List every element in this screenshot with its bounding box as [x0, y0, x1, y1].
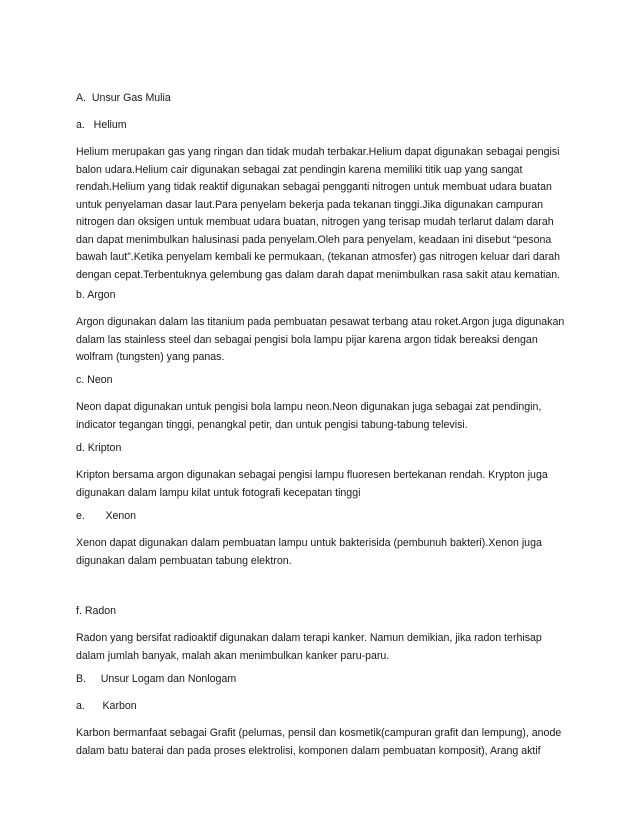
karbon-heading: a. Karbon — [76, 700, 137, 712]
section-a-title: A. Unsur Gas Mulia — [76, 92, 171, 104]
paragraph-line: untuk penyelaman dasar laut.Para penyelam bekerja pada tekanan tinggi.Jika digunakan campuran — [76, 198, 544, 211]
kripton-heading: d. Kripton — [76, 442, 122, 454]
paragraph-line: indicator tegangan tinggi, penangkal petir, dan untuk pengisi tabung-tabung televisi. — [76, 418, 468, 431]
paragraph-line: Kripton bersama argon digunakan sebagai pengisi lampu fluoresen bertekanan rendah. Krypton juga — [76, 469, 548, 481]
helium-paragraph — [76, 144, 570, 284]
paragraph-line: dalam jumlah banyak, malah akan menimbulkan kanker paru-paru. — [76, 649, 390, 662]
paragraph-line: Neon dapat digunakan untuk pengisi bola lampu neon.Neon digunakan juga sebagai zat pendingin, — [76, 401, 542, 413]
paragraph-line: bawah laut”.Ketika penyelam kembali ke permukaan, (tekanan atmosfer) gas nitrogen keluar dari darah — [76, 251, 561, 263]
radon-heading: f. Radon — [76, 605, 117, 617]
paragraph-line: nitrogen dan oksigen untuk membuat udara buatan, nitrogen yang terisap mudah terlarut dalam darah — [76, 216, 554, 228]
radon-paragraph — [76, 630, 570, 665]
paragraph-line: Karbon bermanfaat sebagai Grafit (pelumas, pensil dan kosmetik(campuran grafit dan lempung), anode — [76, 727, 562, 739]
karbon-paragraph — [76, 725, 570, 760]
xenon-heading: e. Xenon — [76, 510, 137, 522]
paragraph-line: Xenon dapat digunakan dalam pembuatan lampu untuk bakterisida (pembunuh bakteri).Xenon juga — [76, 537, 542, 549]
paragraph-line: Argon digunakan dalam las titanium pada pembuatan pesawat terbang atau roket.Argon juga digunakan — [76, 316, 565, 328]
kripton-paragraph — [76, 467, 570, 502]
paragraph-line: dengan cepat.Terbentuknya gelembung gas dalam darah dapat menimbulkan rasa sakit atau kematian. — [76, 268, 561, 281]
neon-heading: c. Neon — [76, 374, 113, 386]
argon-paragraph — [76, 314, 570, 367]
neon-paragraph — [76, 399, 570, 434]
paragraph-line: balon udara.Helium cair digunakan sebagai zat pendingin karena memiliki titik uap yang sangat — [76, 163, 523, 176]
paragraph-line: digunakan dalam pembuatan tabung elektron. — [76, 554, 292, 567]
paragraph-line: dan dapat menimbulkan halusinasi pada penyelam.Oleh para penyelam, keadaan ini disebut “pesona — [76, 233, 552, 246]
paragraph-line: dalam las stainless steel dan sebagai pengisi bola lampu pijar karena argon tidak bereaksi dengan — [76, 333, 538, 346]
argon-heading: b. Argon — [76, 289, 116, 301]
paragraph-line: wolfram (tungsten) yang panas. — [76, 351, 225, 363]
xenon-paragraph — [76, 535, 570, 570]
paragraph-line: digunakan dalam lampu kilat untuk fotografi kecepatan tinggi — [76, 486, 361, 499]
section-b-title: B. Unsur Logam dan Nonlogam — [76, 673, 237, 685]
paragraph-line: dalam batu baterai dan pada proses elektrolisi, komponen dalam pembuatan komposit), Arang aktif — [76, 744, 541, 757]
paragraph-line: Radon yang bersifat radioaktif digunakan dalam terapi kanker. Namun demikian, jika radon terhisap — [76, 632, 542, 644]
paragraph-line: Helium merupakan gas yang ringan dan tidak mudah terbakar.Helium dapat digunakan sebagai pengisi — [76, 146, 560, 158]
paragraph-line: rendah.Helium yang tidak reaktif digunakan sebagai pengganti nitrogen untuk membuat udara buatan — [76, 181, 552, 193]
helium-heading: a. Helium — [76, 119, 127, 131]
